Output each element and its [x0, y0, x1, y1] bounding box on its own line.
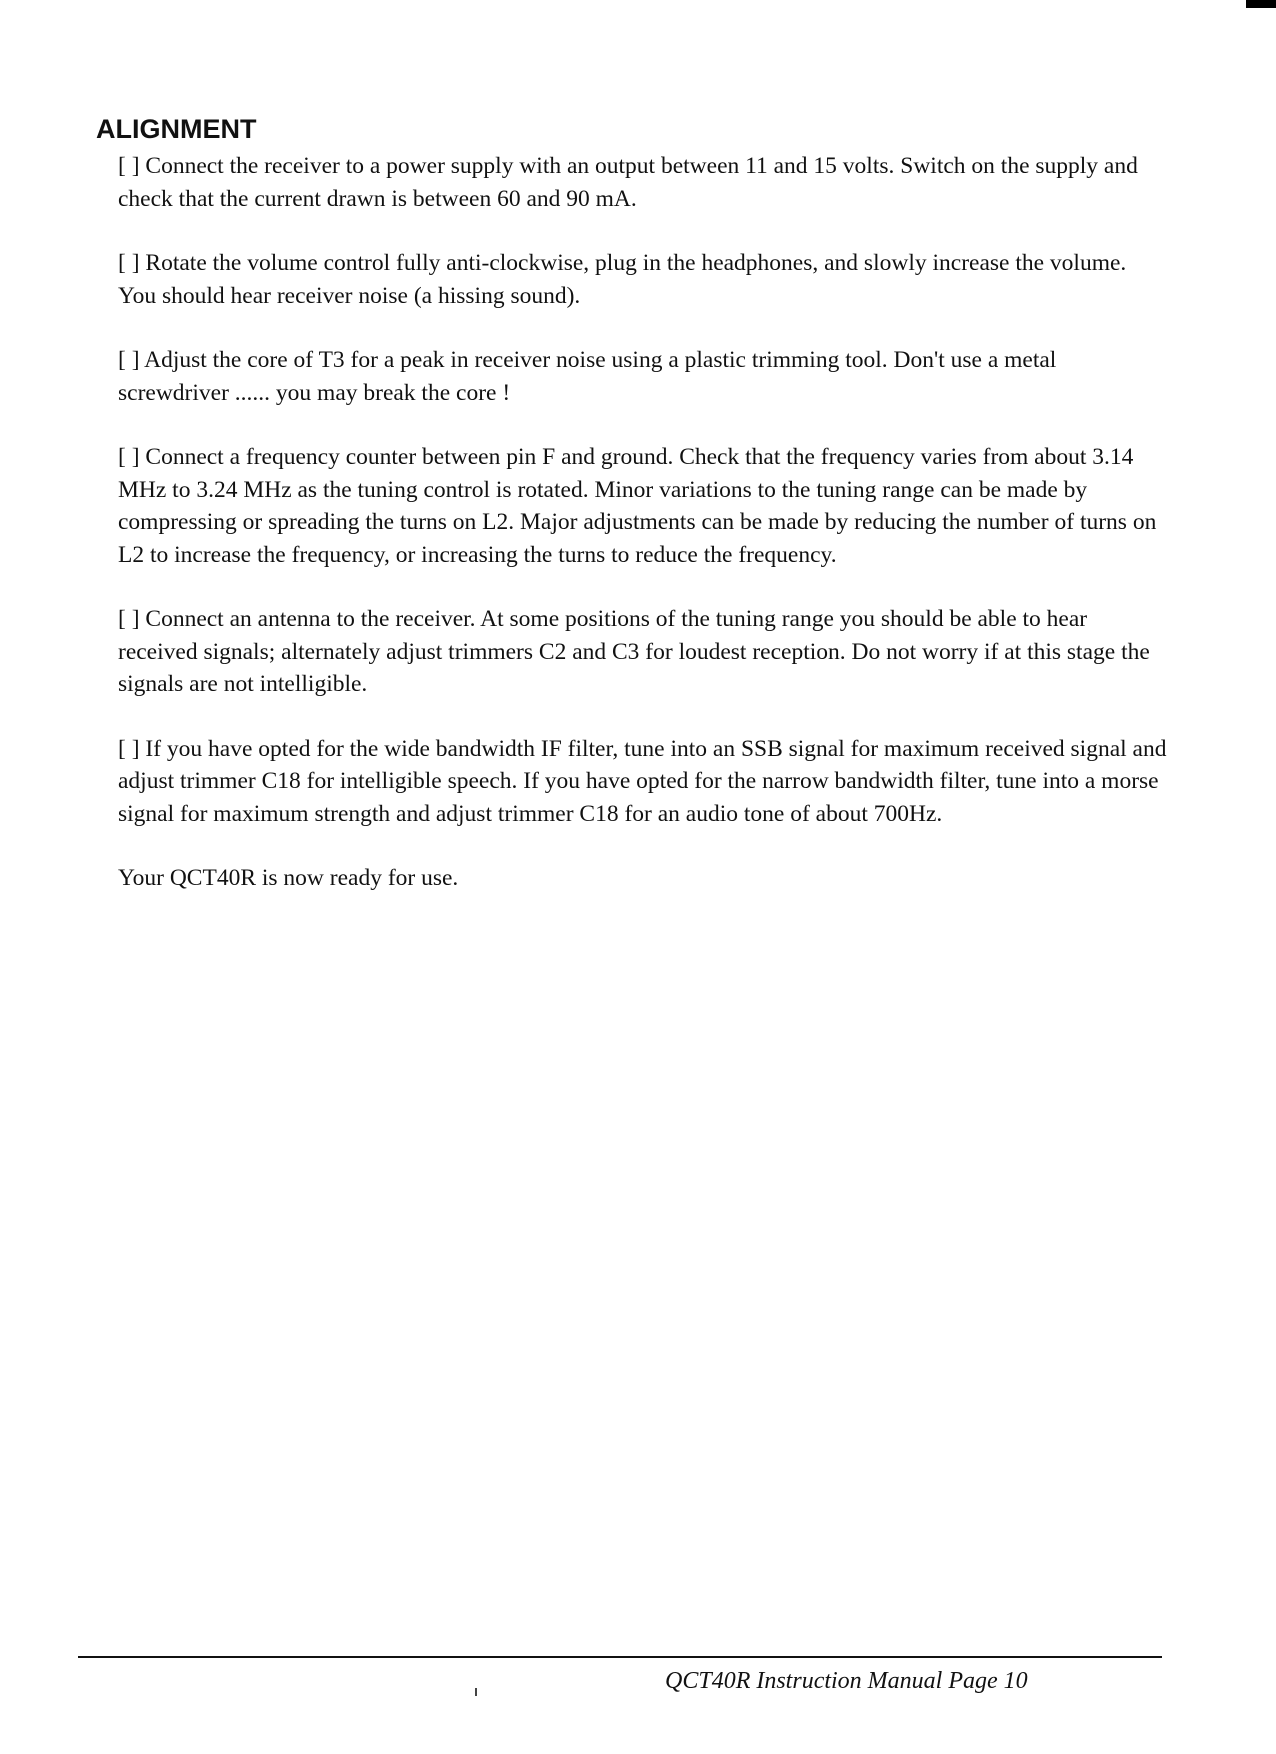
scan-artifact — [475, 1688, 477, 1696]
footer-divider — [78, 1656, 1162, 1658]
step-frequency-counter: [ ] Connect a frequency counter between pin F and ground. Check that the frequency varies from about 3.14 MHz to 3.24 MHz as the tuning control is rotated. Minor variations to the tuning range can be made by compressing or spreading the turns on L2. Major adjustments can be made by reducing the number of turns on L2 to increase the frequency, or increasing the turns to reduce the frequency. — [118, 444, 1157, 568]
step-adjust-t3: [ ] Adjust the core of T3 for a peak in receiver noise using a plastic trimming tool. Don't use a metal screwdriver ...... you may break the core ! — [118, 347, 1057, 406]
step-power-supply: [ ] Connect the receiver to a power supply with an output between 11 and 15 volts. Switch on the supply and check that the current drawn is between 60 and 90 mA. — [118, 153, 1138, 212]
scan-corner-mark — [1246, 0, 1276, 8]
closing-statement: Your QCT40R is now ready for use. — [118, 865, 459, 891]
step-antenna: [ ] Connect an antenna to the receiver. At some positions of the tuning range you should be able to hear received signals; alternately adjust trimmers C2 and C3 for loudest reception. Do not worry if at this stage the signals are not intelligible. — [118, 606, 1150, 697]
section-heading: ALIGNMENT — [96, 114, 257, 144]
step-volume: [ ] Rotate the volume control fully anti-clockwise, plug in the headphones, and slowly increase the volume. You should hear receiver noise (a hissing sound). — [118, 250, 1127, 309]
page-footer: QCT40R Instruction Manual Page 10 — [665, 1668, 1028, 1694]
instructions-body — [118, 150, 1168, 927]
step-if-filter: [ ] If you have opted for the wide bandwidth IF filter, tune into an SSB signal for maximum received signal and adjust trimmer C18 for intelligible speech. If you have opted for the narrow bandwidth filter, tune into a morse signal for maximum strength and adjust trimmer C18 for an audio tone of about 700Hz. — [118, 735, 1167, 827]
